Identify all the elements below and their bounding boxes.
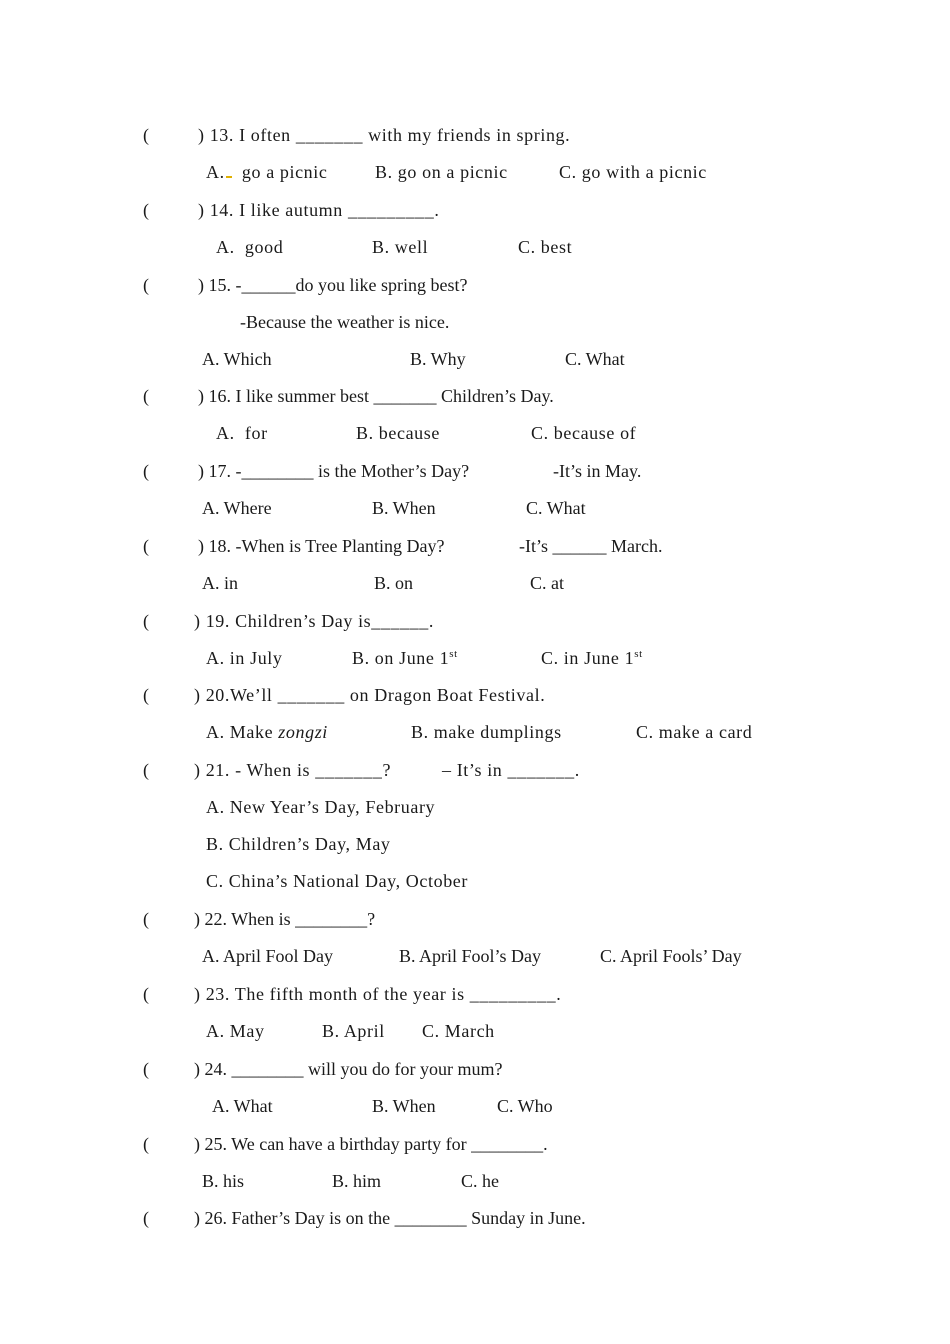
option-b[interactable]: B. April Fool’s Day [399, 946, 542, 966]
option-c[interactable]: C. Who [497, 1096, 553, 1116]
answer-paren[interactable]: ( [143, 1059, 149, 1079]
option-b[interactable]: B. When [372, 1096, 436, 1116]
option-a[interactable]: B. his [202, 1171, 245, 1191]
option-b[interactable]: B. make dumplings [411, 722, 562, 742]
question-26: ) 26. Father’s Day is on the ________ Sunday in June. [194, 1208, 586, 1228]
option-a-text: A. Make [206, 722, 279, 742]
option-a-text: go a picnic [241, 162, 328, 182]
option-b[interactable]: B. because [356, 423, 440, 443]
question-13: ) 13. I often _______ with my friends in spring. [198, 125, 571, 145]
option-b[interactable]: B. well [372, 237, 429, 257]
option-c[interactable]: C. best [518, 237, 573, 257]
option-a[interactable]: A. Which [202, 349, 272, 369]
question-17-reply: -It’s in May. [553, 461, 642, 481]
question-18-reply: -It’s ______ March. [519, 536, 663, 556]
answer-paren[interactable]: ( [143, 760, 149, 780]
question-18: ) 18. -When is Tree Planting Day? [198, 536, 445, 556]
option-b[interactable]: B. Children’s Day, May [206, 834, 391, 854]
answer-paren[interactable]: ( [143, 685, 149, 705]
option-b[interactable]: B. April [322, 1021, 385, 1041]
ordinal-suffix: st [634, 648, 643, 660]
option-c-text: C. in June 1 [541, 648, 635, 668]
question-20: ) 20.We’ll _______ on Dragon Boat Festival. [194, 685, 546, 705]
answer-paren[interactable]: ( [143, 1208, 149, 1228]
option-a[interactable] [206, 721, 328, 743]
question-15: ) 15. -______do you like spring best? [198, 275, 468, 295]
question-21-reply: – It’s in _______. [442, 760, 580, 780]
option-a[interactable]: A. May [206, 1021, 265, 1041]
option-c[interactable]: C. China’s National Day, October [206, 871, 468, 891]
option-b[interactable]: B. When [372, 498, 436, 518]
option-b[interactable] [352, 647, 458, 669]
option-a[interactable]: A. April Fool Day [202, 946, 334, 966]
answer-paren[interactable]: ( [143, 200, 149, 220]
question-25: ) 25. We can have a birthday party for ________. [194, 1134, 548, 1154]
option-a[interactable]: A. in [202, 573, 238, 593]
option-c[interactable]: C. at [530, 573, 564, 593]
option-a[interactable]: A. What [212, 1096, 273, 1116]
option-b[interactable]: B. him [332, 1171, 382, 1191]
question-16: ) 16. I like summer best _______ Children’s Day. [198, 386, 554, 406]
question-15-answer: -Because the weather is nice. [240, 312, 450, 332]
option-a-italic: zongzi [278, 722, 328, 742]
answer-paren[interactable]: ( [143, 461, 149, 481]
question-23: ) 23. The fifth month of the year is _________. [194, 984, 562, 1004]
answer-paren[interactable]: ( [143, 536, 149, 556]
option-b[interactable]: B. on [374, 573, 414, 593]
question-17: ) 17. -________ is the Mother’s Day? [198, 461, 470, 481]
option-b[interactable]: B. go on a picnic [375, 162, 508, 182]
option-a-label: A. [206, 162, 225, 182]
option-c[interactable]: C. April Fools’ Day [600, 946, 742, 966]
option-a[interactable] [206, 161, 327, 183]
answer-paren[interactable]: ( [143, 386, 149, 406]
answer-paren[interactable]: ( [143, 984, 149, 1004]
option-a[interactable]: A. good [216, 237, 284, 257]
answer-paren[interactable]: ( [143, 909, 149, 929]
edit-mark-icon [226, 176, 232, 178]
question-14: ) 14. I like autumn _________. [198, 200, 440, 220]
option-c[interactable]: C. go with a picnic [559, 162, 707, 182]
option-c[interactable]: C. because of [531, 423, 637, 443]
answer-paren[interactable]: ( [143, 275, 149, 295]
question-22: ) 22. When is ________? [194, 909, 376, 929]
option-a[interactable]: A. New Year’s Day, February [206, 797, 436, 817]
option-c[interactable]: C. March [422, 1021, 495, 1041]
option-b-text: B. on June 1 [352, 648, 450, 668]
option-a[interactable]: A. Where [202, 498, 272, 518]
answer-paren[interactable]: ( [143, 1134, 149, 1154]
question-19: ) 19. Children’s Day is______. [194, 611, 434, 631]
option-c[interactable]: C. he [461, 1171, 499, 1191]
option-a[interactable]: A. for [216, 423, 268, 443]
question-24: ) 24. ________ will you do for your mum? [194, 1059, 503, 1079]
option-c[interactable]: C. make a card [636, 722, 753, 742]
question-21: ) 21. - When is _______? [194, 760, 392, 780]
option-a[interactable]: A. in July [206, 648, 283, 668]
option-c[interactable] [541, 647, 643, 669]
option-c[interactable]: C. What [526, 498, 586, 518]
answer-paren[interactable]: ( [143, 611, 149, 631]
ordinal-suffix: st [449, 648, 458, 660]
answer-paren[interactable]: ( [143, 125, 149, 145]
option-b[interactable]: B. Why [410, 349, 466, 369]
option-c[interactable]: C. What [565, 349, 625, 369]
